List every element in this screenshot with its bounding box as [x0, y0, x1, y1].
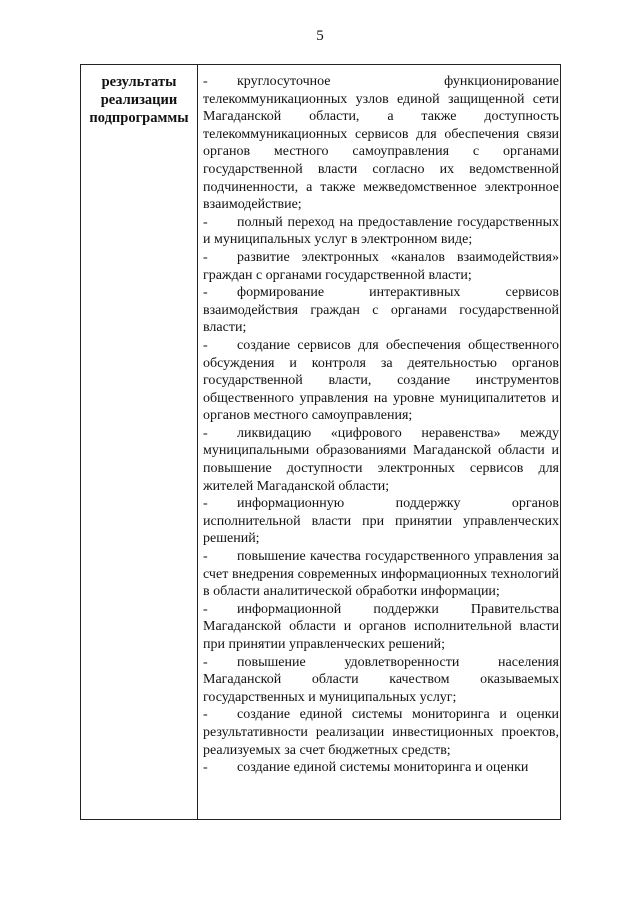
dash-marker: -	[203, 760, 208, 776]
list-item-text: информационную поддержку органов исполнительной власти при принятии управленческих решений;	[203, 496, 559, 547]
section-label-line: результаты	[101, 74, 177, 90]
list-item-text: создание единой системы мониторинга и оценки	[237, 760, 529, 776]
table-label-cell	[81, 65, 198, 819]
list-item-text: ликвидацию «цифрового неравенства» между муниципальными образованиями Магаданской области и повышение доступности электронных сервисов для жителей Магаданской области;	[203, 425, 559, 494]
dash-marker: -	[203, 337, 208, 353]
table-content-cell	[203, 73, 559, 777]
dash-marker: -	[203, 707, 208, 723]
dash-marker: -	[203, 425, 208, 441]
dash-marker: -	[203, 654, 208, 670]
list-item	[203, 425, 559, 495]
list-item-text: полный переход на предоставление государственных и муниципальных услуг в электронном виде;	[203, 214, 559, 248]
list-item	[203, 337, 559, 425]
list-item-text: создание единой системы мониторинга и оценки результативности реализации инвестиционных проектов, реализуемых за счет бюджетных средств;	[203, 707, 559, 758]
dash-marker: -	[203, 549, 208, 565]
list-item-text: формирование интерактивных сервисов взаимодействия граждан с органами государственной власти;	[203, 285, 559, 336]
list-item-text: повышение удовлетворенности населения Магаданской области качеством оказываемых государственных и муниципальных услуг;	[203, 654, 559, 705]
dash-marker: -	[203, 601, 208, 617]
list-item	[203, 759, 559, 777]
results-table	[80, 64, 561, 820]
dash-marker: -	[203, 249, 208, 265]
list-item	[203, 284, 559, 337]
list-item	[203, 548, 559, 601]
dash-marker: -	[203, 74, 208, 89]
section-label	[81, 73, 197, 127]
section-label-line: реализации	[100, 92, 178, 108]
list-item-text: повышение качества государственного управления за счет внедрения современных информационных технологий в области аналитической обработки информации;	[203, 549, 559, 600]
list-item	[203, 654, 559, 707]
list-item	[203, 214, 559, 249]
list-item-text: создание сервисов для обеспечения общественного обсуждения и контроля за деятельностью органов государственной власти, создание инструментов общественного управления на уровне муниципалитетов и органов местного самоуправления;	[203, 337, 559, 424]
dash-marker: -	[203, 496, 208, 512]
list-item	[203, 601, 559, 654]
list-item	[203, 73, 559, 214]
section-label-line: подпрограммы	[89, 110, 189, 126]
dash-marker: -	[203, 214, 208, 230]
page-number: 5	[316, 28, 324, 44]
list-item	[203, 706, 559, 759]
list-item-text: информационной поддержки Правительства Магаданской области и органов исполнительной власти при принятии управленческих решений;	[203, 601, 559, 652]
list-item-text: круглосуточное функционирование телекоммуникационных узлов единой защищенной сети Магаданской области, а также доступность телекоммуникационных сервисов для обеспечения связи органов местного самоуправления с органами государственной власти согласно их ведомственной подчиненности, а также межведомственное электронное взаимодействие;	[203, 74, 559, 213]
list-item	[203, 495, 559, 548]
list-item-text: развитие электронных «каналов взаимодействия» граждан с органами государственной власти;	[203, 249, 559, 283]
list-item	[203, 249, 559, 284]
dash-marker: -	[203, 285, 208, 301]
